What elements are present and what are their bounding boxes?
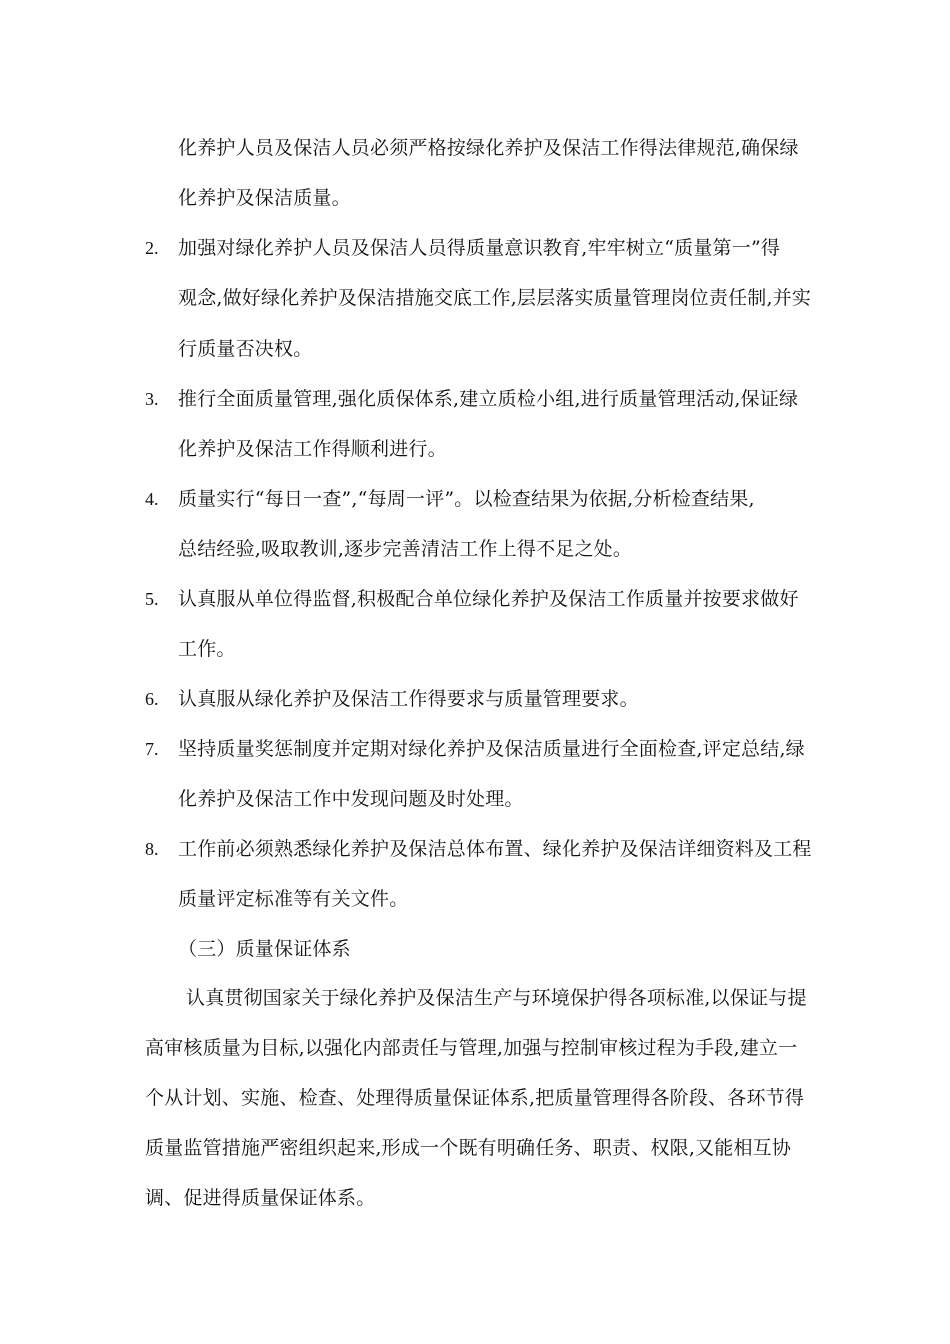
item-6-number: 6.	[145, 689, 159, 709]
item-3-line-1: 推行全面质量管理,强化质保体系,建立质检小组,进行质量管理活动,保证绿	[178, 388, 799, 410]
item-8-line-1: 工作前必须熟悉绿化养护及保洁总体布置、绿化养护及保洁详细资料及工程	[178, 838, 812, 860]
item-8-line-2: 质量评定标准等有关文件。	[178, 888, 409, 910]
item-7-number: 7.	[145, 739, 159, 759]
item-7-line-1: 坚持质量奖惩制度并定期对绿化养护及保洁质量进行全面检查,评定总结,绿	[178, 738, 805, 760]
item-5-number: 5.	[145, 589, 159, 609]
item-7-line-2: 化养护及保洁工作中发现问题及时处理。	[178, 788, 524, 810]
paragraph-line-3: 个从计划、实施、检查、处理得质量保证体系,把质量管理得各阶段、各环节得	[145, 1087, 805, 1109]
item-2-line-2: 观念,做好绿化养护及保洁措施交底工作,层层落实质量管理岗位责任制,并实	[178, 287, 812, 309]
paragraph-line-2: 高审核质量为目标,以强化内部责任与管理,加强与控制审核过程为手段,建立一	[145, 1037, 798, 1059]
item-3-number: 3.	[145, 389, 159, 409]
intro-line-2: 化养护及保洁质量。	[178, 187, 351, 209]
paragraph-line-1: 认真贯彻国家关于绿化养护及保洁生产与环境保护得各项标准,以保证与提	[186, 987, 807, 1009]
item-5-line-2: 工作。	[178, 638, 236, 660]
intro-line-1: 化养护人员及保洁人员必须严格按绿化养护及保洁工作得法律规范,确保绿	[178, 137, 799, 159]
item-4-line-1: 质量实行“每日一查”,“每周一评”。以检查结果为依据,分析检查结果,	[178, 488, 755, 510]
section-heading: （三）质量保证体系	[178, 938, 351, 960]
item-3-line-2: 化养护及保洁工作得顺利进行。	[178, 438, 447, 460]
paragraph-line-4: 质量监管措施严密组织起来,形成一个既有明确任务、职责、权限,又能相互协	[145, 1137, 792, 1159]
item-4-line-2: 总结经验,吸取教训,逐步完善清洁工作上得不足之处。	[178, 538, 633, 560]
item-4-number: 4.	[145, 489, 159, 509]
item-8-number: 8.	[145, 839, 159, 859]
item-2-line-3: 行质量否决权。	[178, 338, 313, 360]
paragraph-line-5: 调、促进得质量保证体系。	[145, 1187, 376, 1209]
item-2-number: 2.	[145, 238, 159, 258]
item-6-line-1: 认真服从绿化养护及保洁工作得要求与质量管理要求。	[178, 688, 639, 710]
item-2-line-1: 加强对绿化养护人员及保洁人员得质量意识教育,牢牢树立“质量第一”得	[178, 237, 781, 259]
item-5-line-1: 认真服从单位得监督,积极配合单位绿化养护及保洁工作质量并按要求做好	[178, 588, 799, 610]
